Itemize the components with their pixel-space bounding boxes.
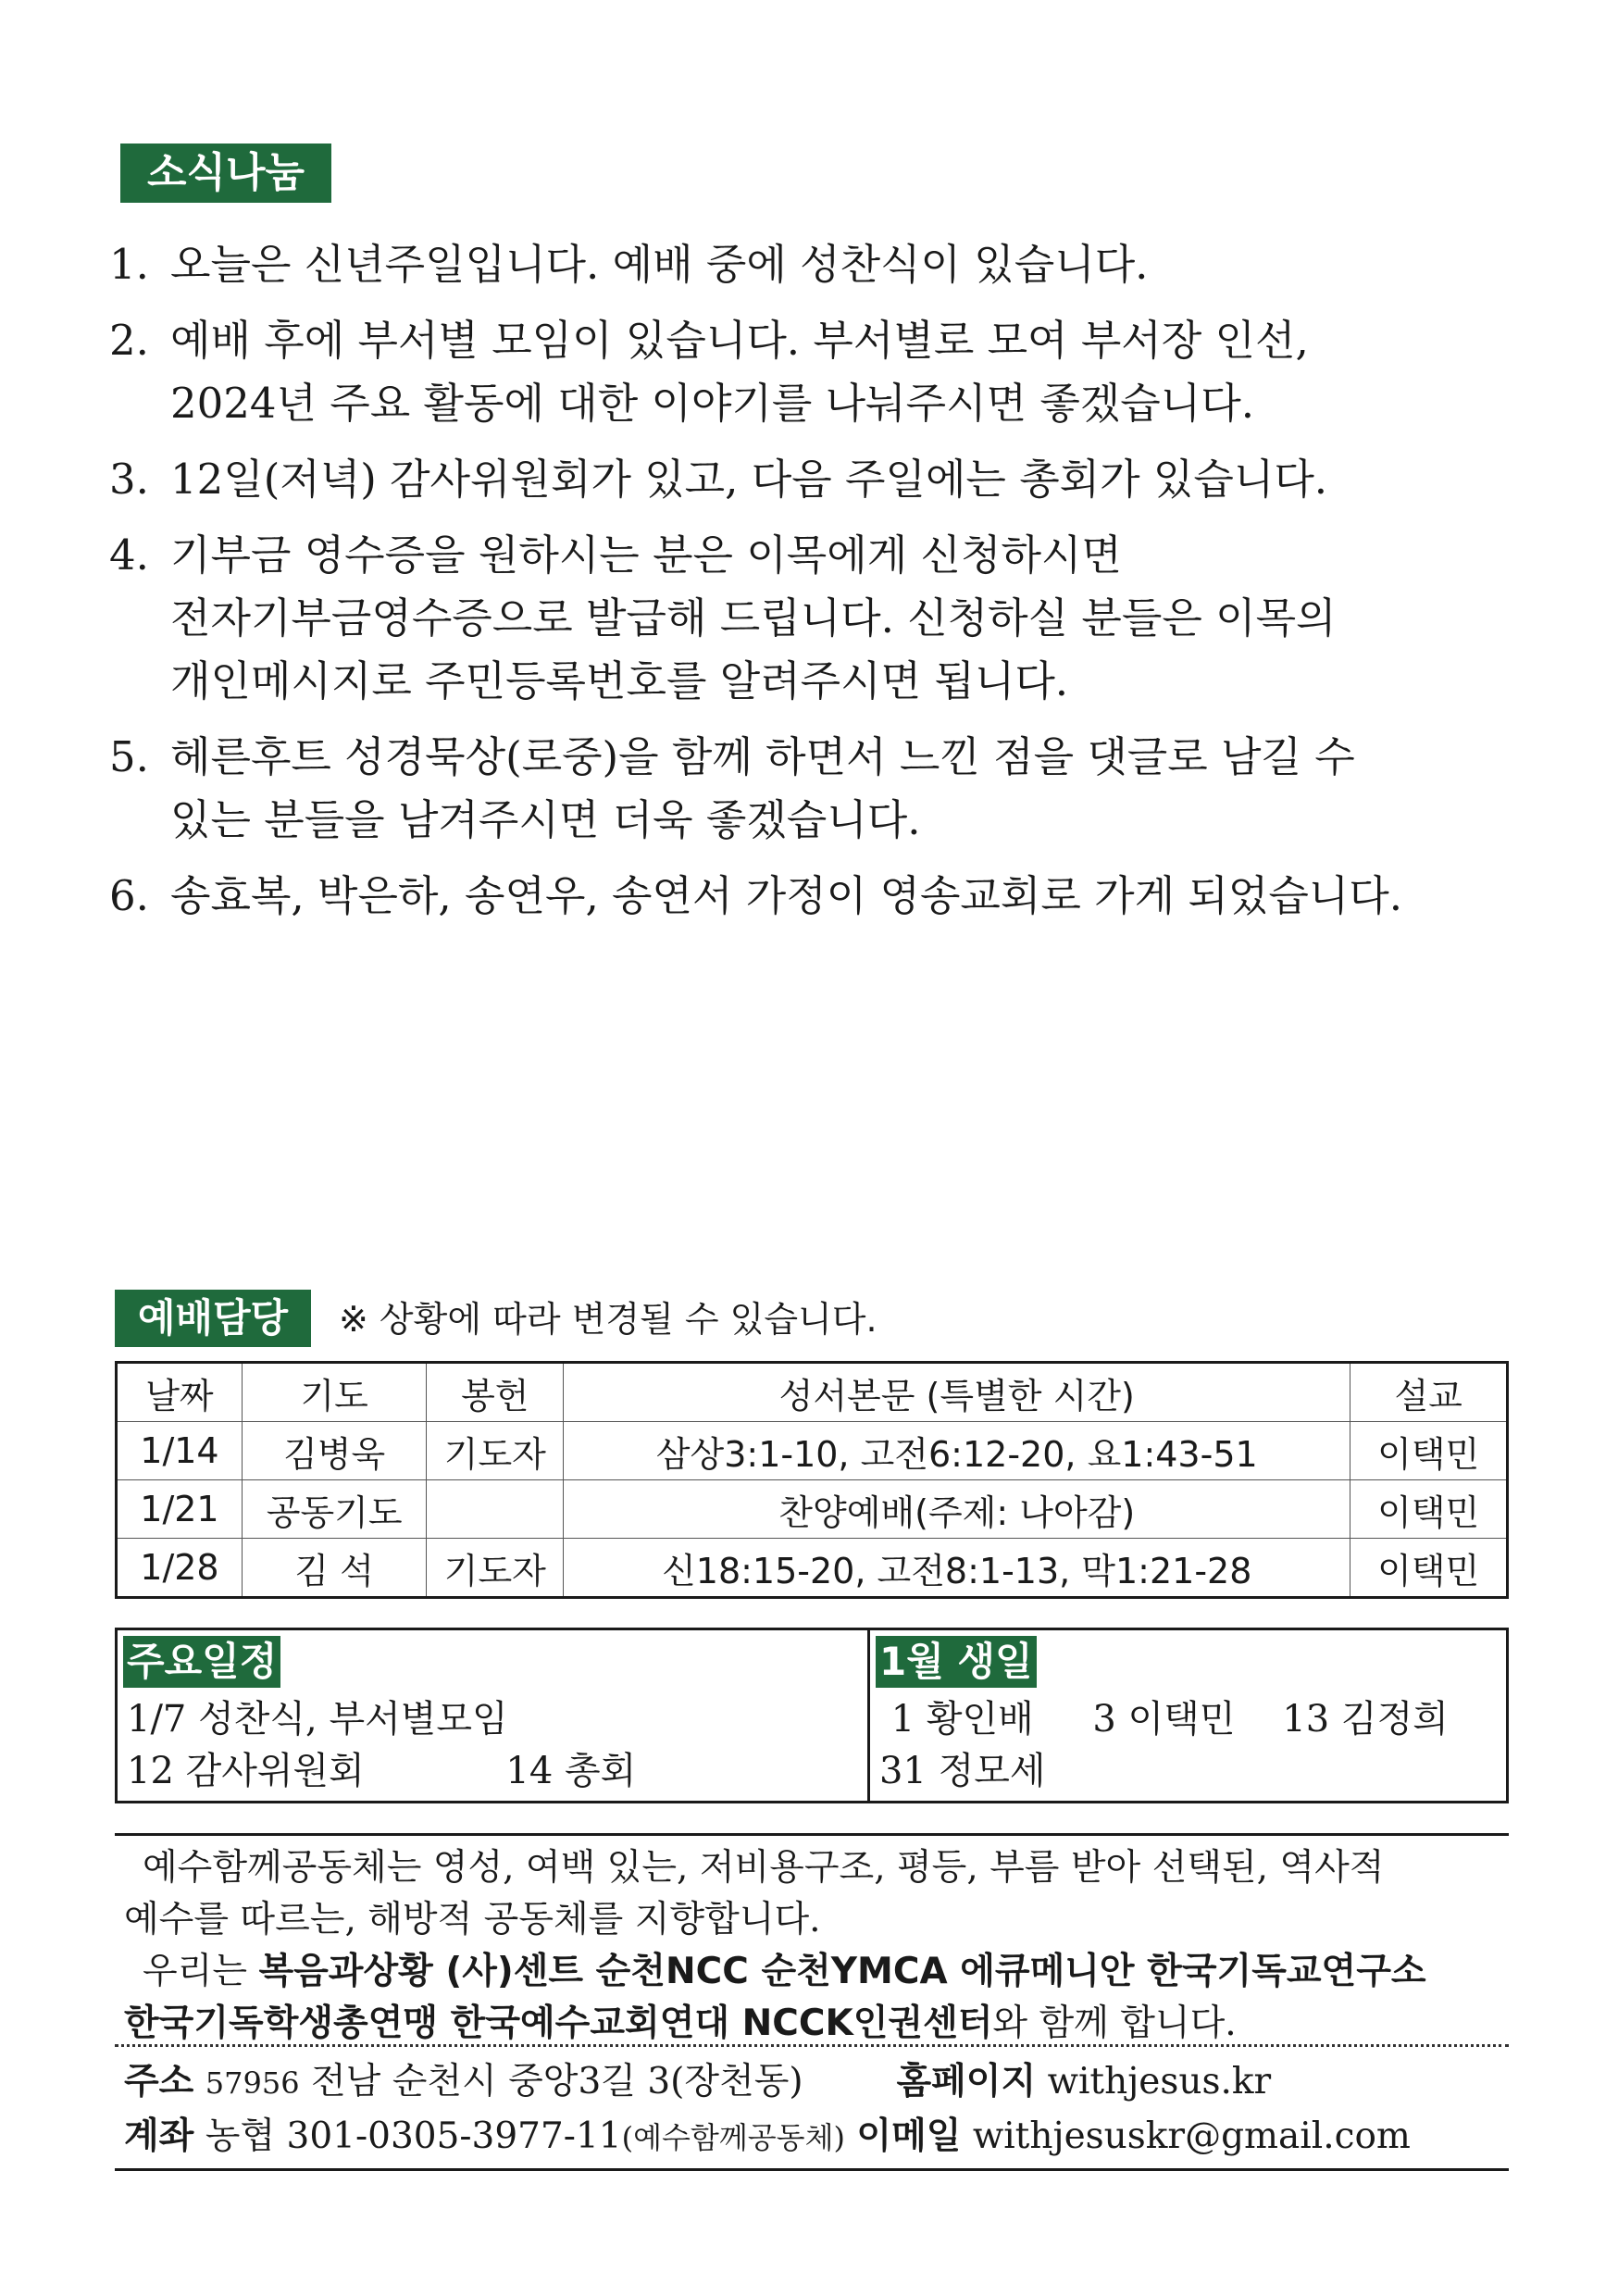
- cell-prayer: 김병욱: [242, 1422, 427, 1480]
- news-item: [109, 233, 1525, 296]
- cell-offering: 기도자: [427, 1422, 564, 1480]
- address: 전남 순천시 중앙3길 3(장천동): [310, 2061, 803, 2103]
- cell-scripture: 찬양예배(주제: 나아감): [564, 1480, 1350, 1539]
- column-header-prayer: 기도: [242, 1363, 427, 1422]
- partners-list: 복음과상황 (사)센트 순천NCC 순천YMCA 에큐메니안 한국기독교연구소: [258, 1951, 1426, 1992]
- news-item-line: 있는 분들을 남겨주시면 더욱 좋겠습니다.: [170, 795, 921, 844]
- worship-note: ※ 상황에 따라 변경될 수 있습니다.: [339, 1299, 877, 1340]
- news-item-line: 기부금 영수증을 원하시는 분은 이목에게 신청하시면: [170, 530, 1122, 580]
- schedule-panel: [118, 1630, 870, 1801]
- cell-sermon: 이택민: [1350, 1480, 1508, 1539]
- table-row: [117, 1480, 1508, 1539]
- news-item-number: 6.: [109, 871, 149, 920]
- news-item-line: 2024년 주요 활동에 대한 이야기를 나눠주시면 좋겠습니다.: [170, 379, 1254, 428]
- email-label: 이메일: [856, 2115, 962, 2157]
- cell-offering: 기도자: [427, 1539, 564, 1598]
- cell-scripture: 삼상3:1-10, 고전6:12-20, 요1:43-51: [564, 1422, 1350, 1480]
- news-item-line: 송효복, 박은하, 송연우, 송연서 가정이 영송교회로 가게 되었습니다.: [170, 871, 1403, 920]
- mission-statement: [124, 1842, 1512, 2050]
- table-row: [117, 1539, 1508, 1598]
- address-label: 주소: [124, 2061, 194, 2103]
- cell-prayer: 김 석: [242, 1539, 427, 1598]
- schedule-title: 주요일정: [123, 1636, 280, 1688]
- news-item: [109, 524, 1525, 713]
- zipcode: 57956: [205, 2065, 300, 2101]
- column-header-sermon: 설교: [1350, 1363, 1508, 1422]
- divider: [115, 1833, 1509, 1836]
- account-label: 계좌: [124, 2115, 194, 2157]
- account-number: 농협 301-0305-3977-11: [205, 2115, 622, 2157]
- account-holder: (예수함께공동체): [621, 2120, 845, 2155]
- birthday-line: 1 황인배 3 이택민 13 김정희: [879, 1698, 1449, 1741]
- news-item-number: 2.: [109, 316, 149, 365]
- news-item: [109, 448, 1525, 511]
- cell-date: 1/28: [117, 1539, 243, 1598]
- table-header-row: [117, 1363, 1508, 1422]
- news-list: [109, 233, 1525, 941]
- news-item-number: 3.: [109, 455, 149, 504]
- partners-suffix: 와 함께 합니다.: [992, 2003, 1237, 2044]
- news-item-number: 1.: [109, 240, 149, 289]
- cell-date: 1/14: [117, 1422, 243, 1480]
- news-item-line: 오늘은 신년주일입니다. 예배 중에 성찬식이 있습니다.: [170, 240, 1149, 289]
- cell-sermon: 이택민: [1350, 1539, 1508, 1598]
- news-item: [109, 726, 1525, 852]
- news-item-line: 헤른후트 성경묵상(로중)을 함께 하면서 느낀 점을 댓글로 남길 수: [170, 732, 1355, 781]
- table-row: [117, 1422, 1508, 1480]
- news-item-number: 4.: [109, 530, 149, 580]
- news-item-line: 개인메시지로 주민등록번호를 알려주시면 됩니다.: [170, 656, 1069, 705]
- partners-line: [124, 1946, 1512, 1998]
- mission-line: 예수를 따르는, 해방적 공동체를 지향합니다.: [124, 1899, 821, 1940]
- news-item-line: 전자기부금영수증으로 발급해 드립니다. 신청하실 분들은 이목의: [170, 593, 1337, 643]
- homepage-label: 홈페이지: [896, 2061, 1037, 2103]
- dotted-divider: [115, 2044, 1509, 2047]
- news-item-line: 예배 후에 부서별 모임이 있습니다. 부서별로 모여 부서장 인선,: [170, 316, 1309, 365]
- schedule-line: 1/7 성찬식, 부서별모임: [127, 1698, 508, 1741]
- cell-date: 1/21: [117, 1480, 243, 1539]
- news-item: [109, 865, 1525, 928]
- column-header-date: 날짜: [117, 1363, 243, 1422]
- contact-footer: [124, 2055, 1512, 2165]
- mission-line: 예수함께공동체는 영성, 여백 있는, 저비용구조, 평등, 부름 받아 선택된, 역사적: [143, 1847, 1385, 1889]
- news-item-number: 5.: [109, 732, 149, 781]
- partners-prefix: 우리는: [143, 1951, 248, 1992]
- worship-section-title: 예배담당: [115, 1290, 311, 1347]
- cell-sermon: 이택민: [1350, 1422, 1508, 1480]
- news-section-title: 소식나눔: [120, 144, 331, 203]
- birthday-line: 31 정모세: [879, 1750, 1046, 1792]
- footer-line: [124, 2110, 1512, 2165]
- divider: [115, 2168, 1509, 2171]
- worship-table: [115, 1361, 1509, 1599]
- partners-line: [124, 1998, 1512, 2050]
- schedule-birthday-box: [115, 1628, 1509, 1803]
- birthday-title: 1월 생일: [876, 1636, 1037, 1688]
- email-link[interactable]: withjesuskr@gmail.com: [972, 2115, 1411, 2157]
- footer-line: [124, 2055, 1512, 2110]
- news-item: [109, 309, 1525, 435]
- partners-list: 한국기독학생총연맹 한국예수교회연대 NCCK인권센터: [124, 2003, 993, 2044]
- birthday-panel: [870, 1630, 1506, 1801]
- cell-offering: [427, 1480, 564, 1539]
- cell-scripture: 신18:15-20, 고전8:1-13, 막1:21-28: [564, 1539, 1350, 1598]
- column-header-scripture: 성서본문 (특별한 시간): [564, 1363, 1350, 1422]
- column-header-offering: 봉헌: [427, 1363, 564, 1422]
- schedule-line: 12 감사위원회 14 총회: [127, 1750, 637, 1792]
- cell-prayer: 공동기도: [242, 1480, 427, 1539]
- news-item-line: 12일(저녁) 감사위원회가 있고, 다음 주일에는 총회가 있습니다.: [170, 455, 1328, 504]
- homepage-link[interactable]: withjesus.kr: [1047, 2061, 1272, 2103]
